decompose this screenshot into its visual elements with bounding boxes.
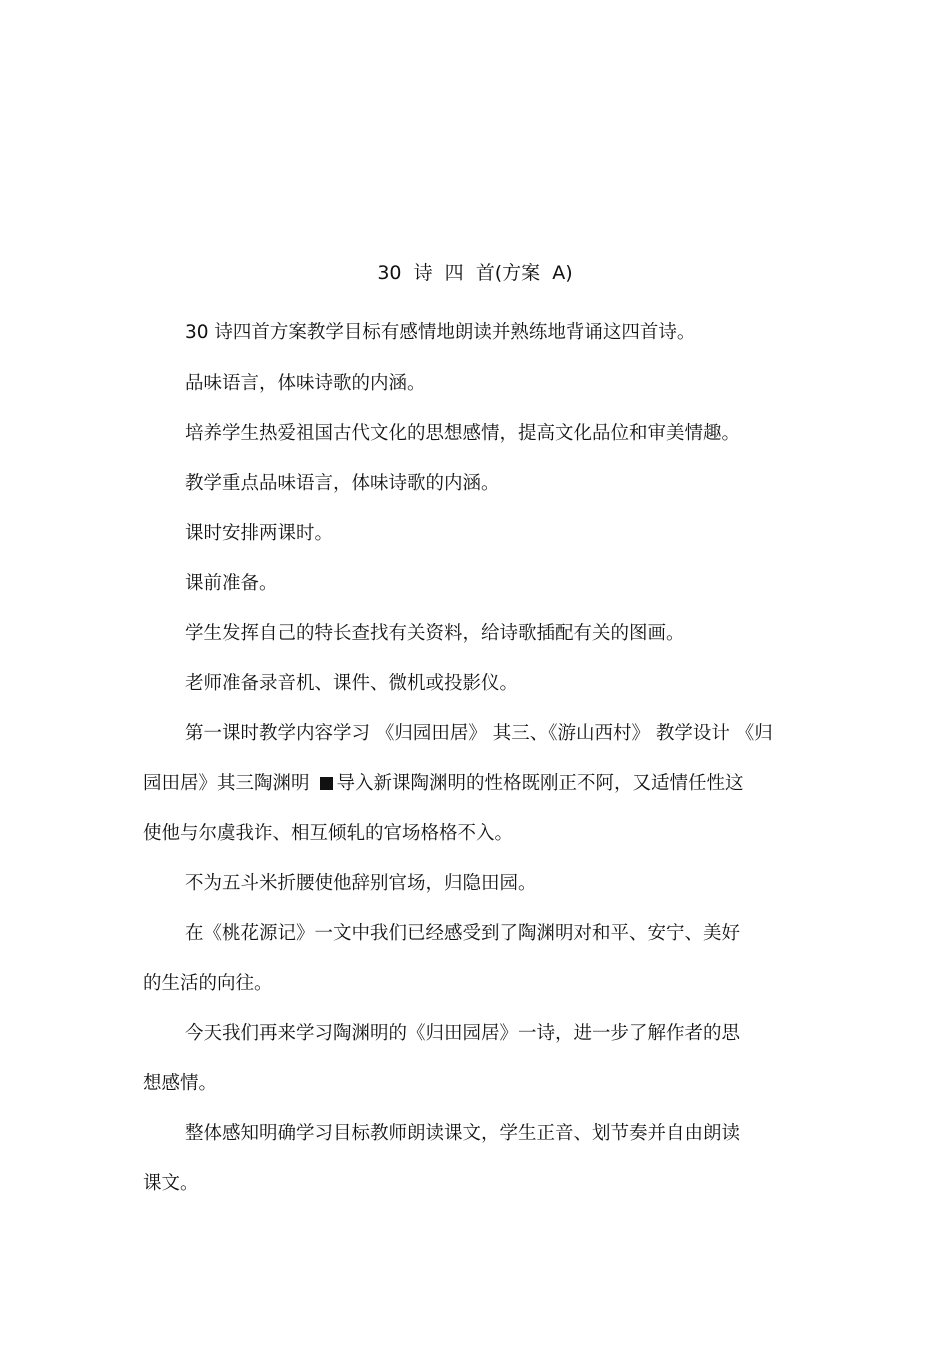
paragraph-lesson1-line1: 第一课时教学内容学习 《归园田居》 其三、《游山西村》 教学设计 《归 bbox=[185, 723, 773, 744]
page-title: 30 诗 四 首(方案 A) bbox=[377, 262, 573, 284]
paragraph-lesson1-line2 bbox=[143, 772, 744, 796]
paragraph-overall-line1: 整体感知明确学习目标教师朗读课文，学生正音、划节奏并自由朗读 bbox=[185, 1123, 741, 1144]
paragraph-schedule: 课时安排两课时。 bbox=[185, 523, 334, 544]
paragraph-peach-line1: 在《桃花源记》一文中我们已经感受到了陶渊明对和平、安宁、美好 bbox=[185, 923, 741, 944]
paragraph-culture: 培养学生热爱祖国古代文化的思想感情，提高文化品位和审美情趣。 bbox=[185, 423, 741, 444]
paragraph-overall-line2: 课文。 bbox=[143, 1173, 199, 1194]
square-bullet-icon bbox=[320, 777, 333, 790]
paragraph-today-line2: 想感情。 bbox=[143, 1073, 218, 1094]
paragraph-key-points: 教学重点品味语言，体味诗歌的内涵。 bbox=[185, 473, 500, 494]
paragraph-resign: 不为五斗米折腰使他辞别官场，归隐田园。 bbox=[185, 873, 537, 894]
paragraph-student-prep: 学生发挥自己的特长查找有关资料，给诗歌插配有关的图画。 bbox=[185, 623, 685, 644]
paragraph-objectives: 30 诗四首方案教学目标有感情地朗读并熟练地背诵这四首诗。 bbox=[185, 322, 696, 343]
paragraph-language: 品味语言，体味诗歌的内涵。 bbox=[185, 373, 426, 394]
paragraph-lesson1-line2b: 导入新课陶渊明的性格既刚正不阿，又适情任性这 bbox=[336, 773, 744, 794]
paragraph-today-line1: 今天我们再来学习陶渊明的《归田园居》一诗，进一步了解作者的思 bbox=[185, 1023, 741, 1044]
paragraph-peach-line2: 的生活的向往。 bbox=[143, 973, 273, 994]
paragraph-teacher-prep: 老师准备录音机、课件、微机或投影仪。 bbox=[185, 673, 519, 694]
paragraph-lesson1-line3: 使他与尔虞我诈、相互倾轧的官场格格不入。 bbox=[143, 823, 514, 844]
paragraph-preparation: 课前准备。 bbox=[185, 573, 278, 594]
paragraph-lesson1-line2a: 园田居》其三陶渊明 bbox=[143, 773, 310, 794]
